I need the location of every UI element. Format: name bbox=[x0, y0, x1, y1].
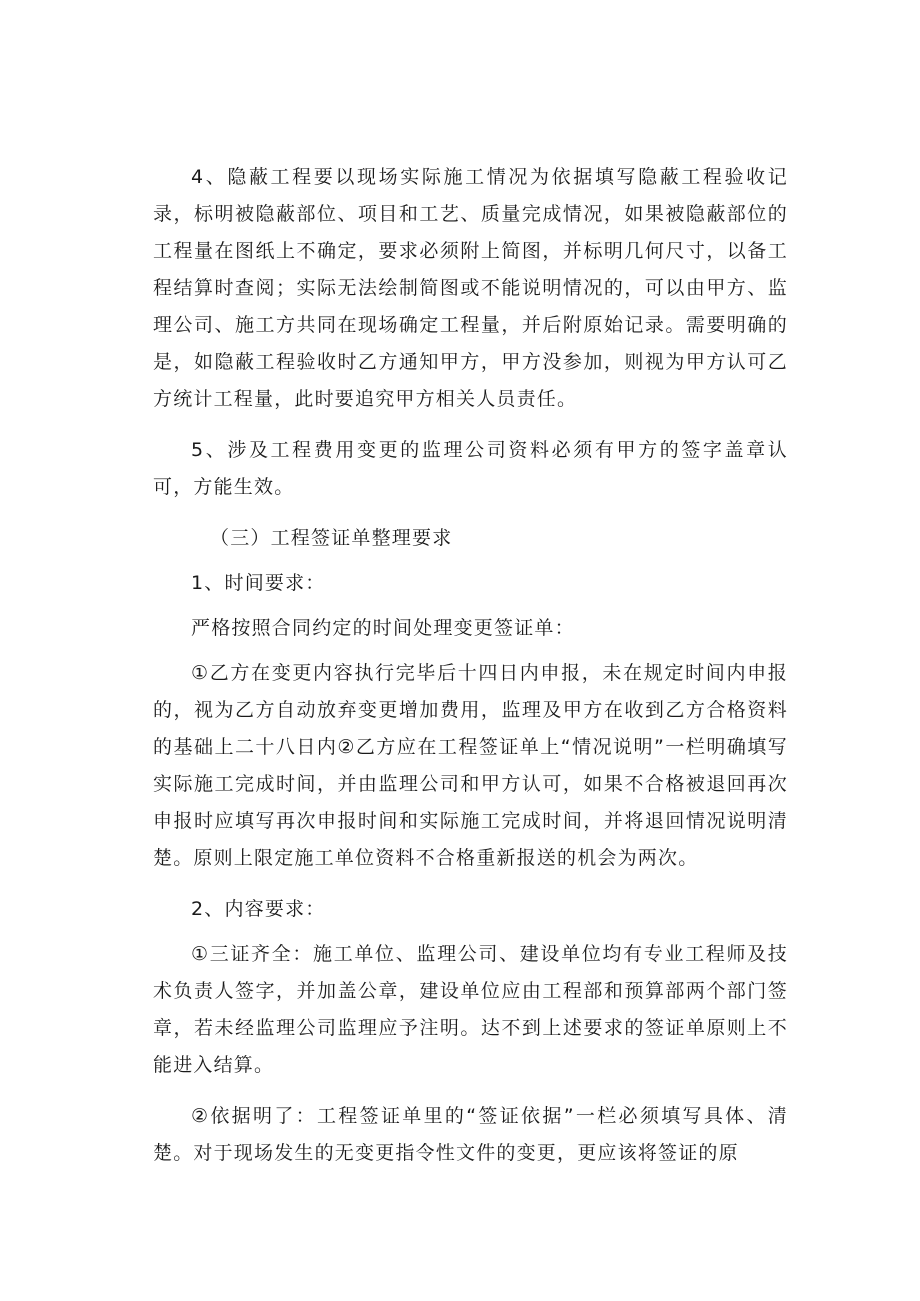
paragraph-clear-basis: ②依据明了：工程签证单里的“签证依据”一栏必须填写具体、清楚。对于现场发生的无变更指令性文件的变更，更应该将签证的原 bbox=[153, 1105, 788, 1164]
document-body bbox=[153, 159, 788, 1186]
paragraph-declaration-deadline: ①乙方在变更内容执行完毕后十四日内申报，未在规定时间内申报的，视为乙方自动放弃变更增加费用，监理及甲方在收到乙方合格资料的基础上二十八日内②乙方应在工程签证单上“情况说明”一栏明确填写实际施工完成时间，并由监理公司和甲方认可，如果不合格被退回再次申报时应填写再次申报时间和实际施工完成时间，并将退回情况说明清楚。原则上限定施工单位资料不合格重新报送的机会为两次。 bbox=[153, 662, 788, 869]
section-heading-visa-requirements: （三）工程签证单整理要求 bbox=[210, 527, 453, 549]
paragraph-cost-change: 5、涉及工程费用变更的监理公司资料必须有甲方的签字盖章认可，方能生效。 bbox=[153, 439, 788, 498]
paragraph-three-certificates: ①三证齐全：施工单位、监理公司、建设单位均有专业工程师及技术负责人签字，并加盖公章，建设单位应由工程部和预算部两个部门签章，若未经监理公司监理应予注明。达不到上述要求的签证单原则上不能进入结算。 bbox=[153, 943, 788, 1076]
paragraph-contract-time: 严格按照合同约定的时间处理变更签证单： bbox=[191, 617, 575, 639]
subheading-content-requirements: 2、内容要求： bbox=[191, 898, 326, 920]
paragraph-hidden-works: 4、隐蔽工程要以现场实际施工情况为依据填写隐蔽工程验收记录，标明被隐蔽部位、项目和工艺、质量完成情况，如果被隐蔽部位的工程量在图纸上不确定，要求必须附上简图，并标明几何尺寸，以备工程结算时查阅；实际无法绘制简图或不能说明情况的，可以由甲方、监理公司、施工方共同在现场确定工程量，并后附原始记录。需要明确的是，如隐蔽工程验收时乙方通知甲方，甲方没参加，则视为甲方认可乙方统计工程量，此时要追究甲方相关人员责任。 bbox=[153, 166, 788, 410]
subheading-time-requirements: 1、时间要求： bbox=[191, 572, 326, 594]
